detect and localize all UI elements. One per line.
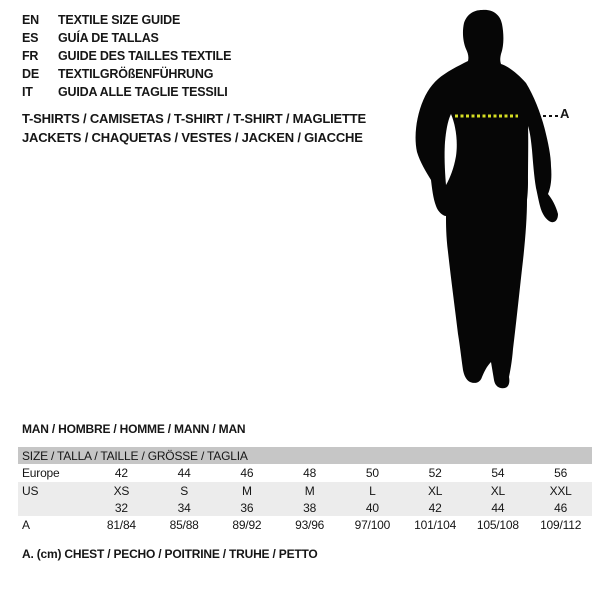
size-cell: 89/92 (232, 518, 262, 532)
row-label (18, 499, 90, 516)
language-code: FR (22, 49, 39, 63)
size-row-chest-a (18, 516, 592, 534)
language-label: GUIDA ALLE TAGLIE TESSILI (58, 85, 228, 99)
size-cell: 46 (240, 466, 254, 480)
size-cell: 54 (491, 466, 505, 480)
language-row-fr (22, 47, 231, 65)
size-cell: 85/88 (169, 518, 199, 532)
language-label: TEXTILE SIZE GUIDE (58, 13, 181, 27)
language-code: EN (22, 13, 39, 27)
size-cell: XL (404, 482, 467, 499)
size-cell: 42 (114, 466, 128, 480)
size-cell: 105/108 (476, 518, 519, 532)
row-label: US (18, 482, 90, 499)
size-cell: 40 (341, 499, 404, 516)
size-row-europe (18, 464, 592, 482)
size-cell: XL (467, 482, 530, 499)
language-label: TEXTILGRÖßENFÜHRUNG (58, 67, 214, 81)
size-cell: 44 (177, 466, 191, 480)
size-cell: M (278, 482, 341, 499)
man-silhouette-icon (400, 4, 575, 396)
row-label: Europe (22, 466, 60, 480)
size-cell: 50 (365, 466, 379, 480)
gender-heading: MAN / HOMBRE / HOMME / MANN / MAN (22, 422, 246, 436)
size-cell: 101/104 (414, 518, 457, 532)
size-cell: 46 (529, 499, 592, 516)
category-line-jackets: JACKETS / CHAQUETAS / VESTES / JACKEN / GIACCHE (22, 130, 363, 145)
size-cell: 36 (216, 499, 279, 516)
language-label: GUIDE DES TAILLES TEXTILE (58, 49, 232, 63)
size-cell: L (341, 482, 404, 499)
measurement-footnote: A. (cm) CHEST / PECHO / POITRINE / TRUHE / PETTO (22, 547, 318, 561)
size-cell: XXL (529, 482, 592, 499)
size-cell: 44 (467, 499, 530, 516)
size-cell: 93/96 (295, 518, 325, 532)
size-cell: M (216, 482, 279, 499)
language-row-en (22, 11, 231, 29)
language-code: IT (22, 85, 33, 99)
size-table-header-row (18, 447, 592, 464)
size-cell: 48 (303, 466, 317, 480)
size-cell: 81/84 (106, 518, 136, 532)
size-table-header: SIZE / TALLA / TAILLE / GRÖSSE / TAGLIA (18, 447, 592, 464)
size-cell: XS (90, 482, 153, 499)
language-row-de (22, 65, 231, 83)
language-list (22, 11, 231, 101)
size-cell: 38 (278, 499, 341, 516)
size-row-us (18, 482, 592, 499)
language-label: GUÍA DE TALLAS (58, 31, 159, 45)
size-cell: 34 (153, 499, 216, 516)
size-cell: 42 (404, 499, 467, 516)
language-code: ES (22, 31, 39, 45)
language-row-it (22, 83, 231, 101)
size-cell: 52 (428, 466, 442, 480)
size-cell: 32 (90, 499, 153, 516)
size-row-us-numeric (18, 499, 592, 516)
size-cell: 109/112 (540, 518, 582, 532)
language-code: DE (22, 67, 39, 81)
size-cell: 97/100 (354, 518, 391, 532)
row-label: A (22, 518, 30, 532)
measurement-a-label: A (560, 106, 570, 121)
garment-categories (22, 109, 366, 147)
man-silhouette-figure (400, 4, 575, 396)
size-cell: S (153, 482, 216, 499)
language-row-es (22, 29, 231, 47)
size-cell: 56 (554, 466, 568, 480)
size-table (18, 447, 592, 534)
category-line-tshirts: T-SHIRTS / CAMISETAS / T-SHIRT / T-SHIRT / MAGLIETTE (22, 111, 366, 126)
